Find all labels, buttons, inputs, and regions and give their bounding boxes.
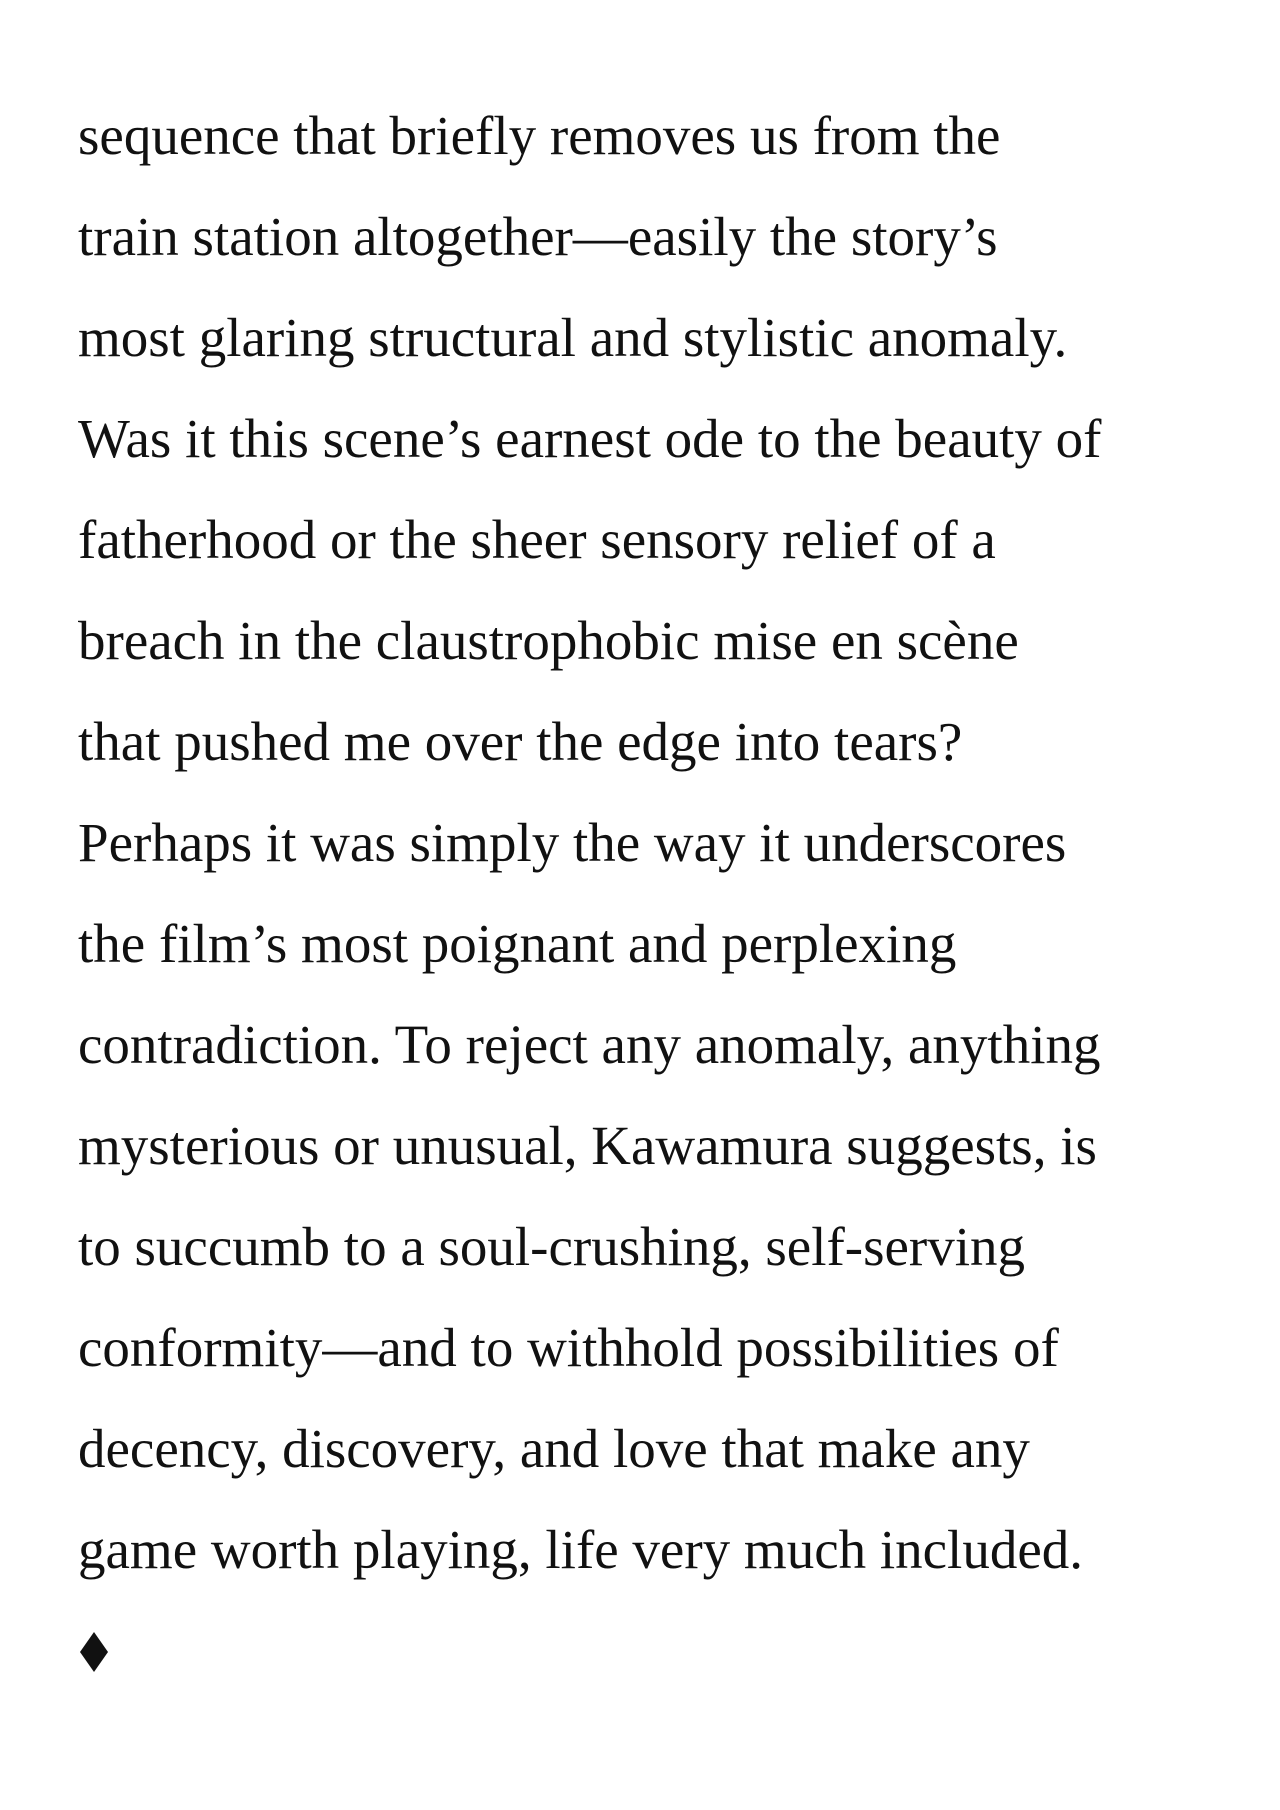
paragraph-line: mysterious or unusual, Kawamura suggests, is bbox=[78, 1115, 1097, 1176]
paragraph-line: train station altogether—easily the story’s bbox=[78, 206, 998, 267]
body-paragraph bbox=[78, 103, 1258, 1618]
paragraph-line: Was it this scene’s earnest ode to the beauty of bbox=[78, 408, 1102, 469]
paragraph-line: conformity—and to withhold possibilities of bbox=[78, 1317, 1059, 1378]
paragraph-line: the film’s most poignant and perplexing bbox=[78, 913, 957, 974]
paragraph-line: breach in the claustrophobic mise en scène bbox=[78, 610, 1019, 671]
paragraph-line: fatherhood or the sheer sensory relief of a bbox=[78, 509, 996, 570]
paragraph-line: most glaring structural and stylistic anomaly. bbox=[78, 307, 1068, 368]
paragraph-line: to succumb to a soul-crushing, self-serving bbox=[78, 1216, 1026, 1277]
paragraph-line: that pushed me over the edge into tears? bbox=[78, 711, 963, 772]
paragraph-line: game worth playing, life very much included. bbox=[78, 1519, 1083, 1580]
diamond-icon bbox=[80, 1632, 108, 1672]
paragraph-line: Perhaps it was simply the way it underscores bbox=[78, 812, 1067, 873]
paragraph-line: sequence that briefly removes us from the bbox=[78, 105, 1001, 166]
paragraph-line: decency, discovery, and love that make any bbox=[78, 1418, 1030, 1479]
paragraph-line: contradiction. To reject any anomaly, anything bbox=[78, 1014, 1101, 1075]
